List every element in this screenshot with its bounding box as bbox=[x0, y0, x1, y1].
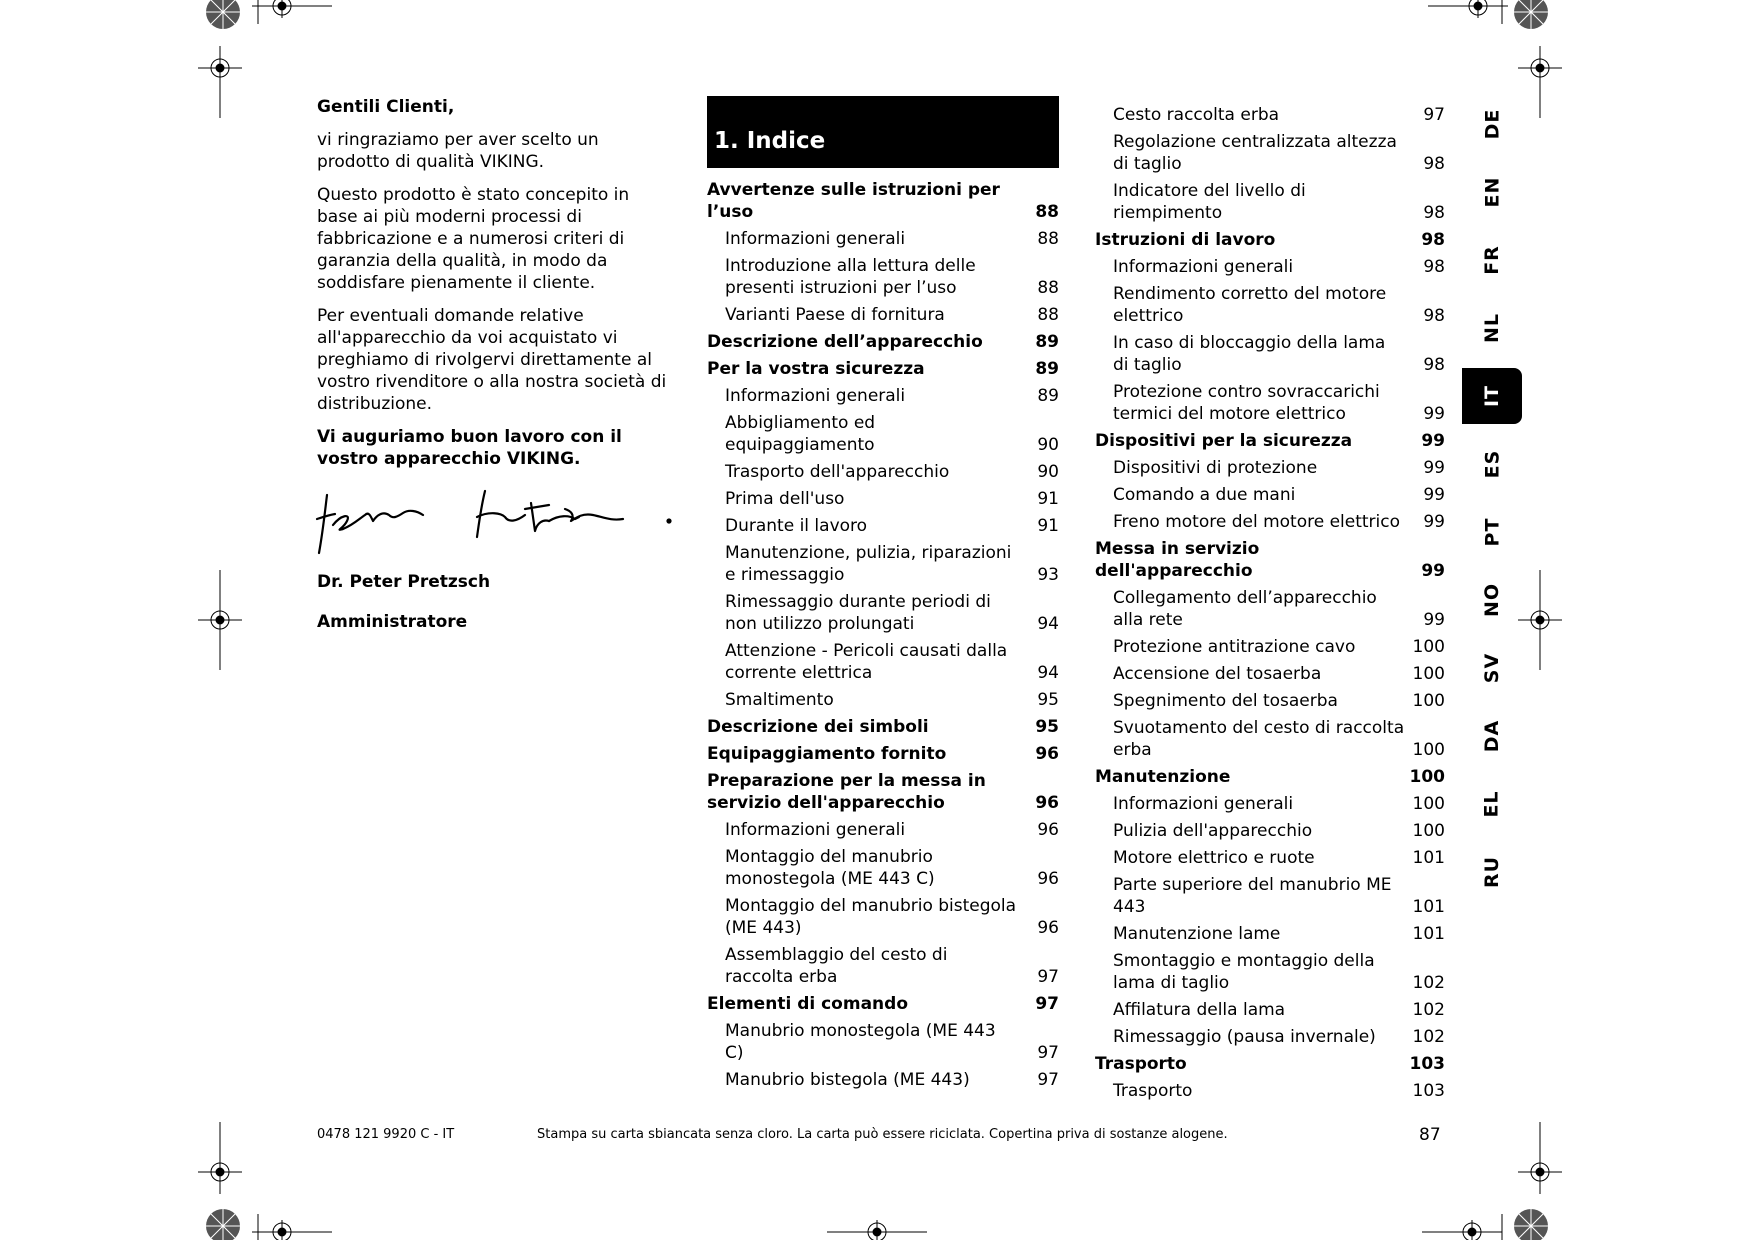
toc-entry-page: 96 bbox=[1037, 918, 1059, 938]
toc-entry bbox=[707, 412, 1059, 456]
language-tab-label: EL bbox=[1481, 790, 1503, 818]
toc-entry bbox=[1095, 283, 1445, 327]
signature-image bbox=[313, 481, 678, 561]
toc-entry-title: Informazioni generali bbox=[1113, 794, 1294, 814]
language-tab-label: FR bbox=[1480, 245, 1503, 275]
toc-entry bbox=[707, 488, 1059, 510]
toc-entry-title: Messa in servizio dell'apparecchio bbox=[1095, 539, 1260, 581]
language-tab-pt[interactable] bbox=[1462, 504, 1522, 560]
toc-entry-title: Manutenzione, pulizia, riparazioni e rimessaggio bbox=[725, 543, 1012, 585]
toc-entry bbox=[1095, 717, 1445, 761]
toc-entry-title: Smaltimento bbox=[725, 690, 834, 710]
toc-entry-title: Avvertenze sulle istruzioni per l’uso bbox=[707, 180, 1000, 222]
crosshair-mark bbox=[198, 1122, 242, 1194]
toc-entry-page: 103 bbox=[1409, 1054, 1445, 1074]
toc-section bbox=[1095, 430, 1445, 452]
toc-entry-title: Prima dell'uso bbox=[725, 489, 845, 509]
toc-entry-title: Comando a due mani bbox=[1113, 485, 1296, 505]
toc-entry-page: 99 bbox=[1423, 610, 1445, 630]
toc-entry bbox=[707, 591, 1059, 635]
language-tab-label: DE bbox=[1480, 108, 1503, 140]
toc-entry bbox=[1095, 950, 1445, 994]
toc-entry-page: 96 bbox=[1035, 744, 1059, 764]
document-code: 0478 121 9920 C - IT bbox=[317, 1127, 455, 1142]
crosshair-mark bbox=[252, 0, 332, 18]
toc-entry-title: Protezione antitrazione cavo bbox=[1113, 637, 1356, 657]
toc-entry-title: Montaggio del manubrio bistegola (ME 443) bbox=[725, 896, 1017, 938]
crosshair-mark bbox=[827, 1220, 927, 1240]
language-tab-label: PT bbox=[1480, 517, 1503, 547]
toc-entry bbox=[1095, 587, 1445, 631]
language-tab-ru[interactable] bbox=[1462, 844, 1522, 900]
toc-entry-title: Rimessaggio (pausa invernale) bbox=[1113, 1027, 1376, 1047]
language-tab-es[interactable] bbox=[1462, 436, 1522, 492]
toc-entry-title: Dispositivi per la sicurezza bbox=[1095, 431, 1353, 451]
toc-entry-page: 97 bbox=[1423, 105, 1445, 125]
toc-entry-title: Trasporto bbox=[1095, 1054, 1187, 1074]
crosshair-mark bbox=[198, 570, 242, 670]
toc-entry bbox=[1095, 511, 1445, 533]
toc-entry bbox=[1095, 793, 1445, 815]
toc-entry-title: Equipaggiamento fornito bbox=[707, 744, 947, 764]
toc-entry-page: 88 bbox=[1035, 202, 1059, 222]
toc-entry-title: Montaggio del manubrio monostegola (ME 443 C) bbox=[725, 847, 935, 889]
toc-section bbox=[1095, 229, 1445, 251]
toc-entry-page: 91 bbox=[1037, 516, 1059, 536]
toc-entry-page: 101 bbox=[1412, 924, 1445, 944]
toc-entry-page: 91 bbox=[1037, 489, 1059, 509]
toc-entry-title: Informazioni generali bbox=[725, 386, 906, 406]
toc-entry bbox=[1095, 457, 1445, 479]
toc-entry-page: 97 bbox=[1037, 1043, 1059, 1063]
toc-entry bbox=[1095, 820, 1445, 842]
toc-entry-page: 100 bbox=[1412, 664, 1445, 684]
toc-entry bbox=[707, 689, 1059, 711]
print-note: Stampa su carta sbiancata senza cloro. La carta può essere riciclata. Copertina priva di sostanze alogene. bbox=[537, 1127, 1228, 1142]
toc-section bbox=[1095, 538, 1445, 582]
language-tab-label: SV bbox=[1480, 652, 1503, 684]
toc-entry-page: 98 bbox=[1423, 203, 1445, 223]
toc-entry-title: Descrizione dell’apparecchio bbox=[707, 332, 983, 352]
letter-paragraph: vi ringraziamo per aver scelto un prodotto di qualità VIKING. bbox=[317, 130, 599, 172]
toc-entry bbox=[707, 1069, 1059, 1091]
toc-entry-title: Preparazione per la messa in servizio dell'apparecchio bbox=[707, 771, 986, 813]
toc-entry bbox=[1095, 999, 1445, 1021]
toc-entry-page: 101 bbox=[1412, 897, 1445, 917]
crosshair-mark bbox=[1422, 1220, 1502, 1240]
crosshair-mark bbox=[1518, 570, 1562, 670]
toc-entry-page: 94 bbox=[1037, 614, 1059, 634]
toc-entry-page: 89 bbox=[1037, 386, 1059, 406]
toc-entry-page: 95 bbox=[1035, 717, 1059, 737]
toc-entry bbox=[1095, 847, 1445, 869]
letter-paragraph: Per eventuali domande relative all'apparecchio da voi acquistato vi preghiamo di rivolgervi direttamente al vostro rivenditore o alla nostra società di distribuzione. bbox=[317, 306, 667, 414]
toc-entry-title: Manubrio bistegola (ME 443) bbox=[725, 1070, 970, 1090]
toc-entry-title: Istruzioni di lavoro bbox=[1095, 230, 1276, 250]
toc-entry-page: 98 bbox=[1421, 230, 1445, 250]
language-tab-de[interactable] bbox=[1462, 96, 1522, 152]
letter-closing: Vi auguriamo buon lavoro con il vostro apparecchio VIKING. bbox=[317, 427, 622, 469]
crosshair-mark bbox=[1518, 1122, 1562, 1194]
toc-entry-page: 97 bbox=[1037, 1070, 1059, 1090]
language-tab-label: NL bbox=[1480, 312, 1503, 344]
toc-entry-title: Elementi di comando bbox=[707, 994, 908, 1014]
toc-entry bbox=[1095, 256, 1445, 278]
toc-entry-page: 100 bbox=[1412, 637, 1445, 657]
toc-entry-title: Svuotamento del cesto di raccolta erba bbox=[1113, 718, 1405, 760]
toc-entry-title: Pulizia dell'apparecchio bbox=[1113, 821, 1313, 841]
toc-entry-page: 98 bbox=[1423, 355, 1445, 375]
toc-entry-title: Motore elettrico e ruote bbox=[1113, 848, 1315, 868]
crosshair-mark bbox=[1428, 0, 1508, 18]
toc-entry-title: Manutenzione bbox=[1095, 767, 1231, 787]
toc-entry-title: Accensione del tosaerba bbox=[1113, 664, 1322, 684]
language-tab-da[interactable] bbox=[1462, 708, 1522, 764]
toc-entry bbox=[707, 255, 1059, 299]
welcome-letter bbox=[317, 96, 673, 644]
toc-entry-title: Dispositivi di protezione bbox=[1113, 458, 1318, 478]
toc-entry-page: 97 bbox=[1035, 994, 1059, 1014]
toc-entry-title: Descrizione dei simboli bbox=[707, 717, 929, 737]
toc-entry-page: 90 bbox=[1037, 462, 1059, 482]
toc-entry-page: 99 bbox=[1421, 431, 1445, 451]
toc-entry bbox=[1095, 636, 1445, 658]
toc-entry-title: Trasporto dell'apparecchio bbox=[725, 462, 950, 482]
toc-entry bbox=[707, 461, 1059, 483]
toc-entry bbox=[1095, 180, 1445, 224]
toc-entry-page: 97 bbox=[1037, 967, 1059, 987]
toc-entry-title: Collegamento dell’apparecchio alla rete bbox=[1113, 588, 1377, 630]
toc-entry bbox=[707, 304, 1059, 326]
toc-entry-page: 96 bbox=[1035, 793, 1059, 813]
toc-section bbox=[707, 716, 1059, 738]
toc-entry-page: 96 bbox=[1037, 820, 1059, 840]
language-tab-el[interactable] bbox=[1462, 776, 1522, 832]
toc-entry bbox=[707, 819, 1059, 841]
toc-entry-page: 100 bbox=[1412, 740, 1445, 760]
toc-entry-page: 102 bbox=[1412, 973, 1445, 993]
letter-greeting: Gentili Clienti, bbox=[317, 97, 455, 117]
toc-entry bbox=[707, 228, 1059, 250]
toc-entry-title: Manutenzione lame bbox=[1113, 924, 1281, 944]
language-tab-label: IT bbox=[1481, 384, 1503, 408]
toc-entry-page: 99 bbox=[1423, 458, 1445, 478]
page-number: 87 bbox=[1419, 1125, 1441, 1145]
toc-section bbox=[707, 993, 1059, 1015]
toc-entry-page: 89 bbox=[1035, 332, 1059, 352]
toc-entry-page: 88 bbox=[1037, 229, 1059, 249]
toc-entry bbox=[707, 1020, 1059, 1064]
toc-entry-page: 99 bbox=[1423, 485, 1445, 505]
toc-entry bbox=[1095, 663, 1445, 685]
toc-section bbox=[707, 358, 1059, 380]
toc-entry-title: Informazioni generali bbox=[725, 820, 906, 840]
toc-entry-page: 101 bbox=[1412, 848, 1445, 868]
toc-entry-title: Regolazione centralizzata altezza di taglio bbox=[1113, 132, 1397, 174]
crosshair-mark bbox=[252, 1220, 332, 1240]
language-tab-label: ES bbox=[1480, 449, 1503, 479]
toc-entry-title: Affilatura della lama bbox=[1113, 1000, 1286, 1020]
toc-entry-page: 98 bbox=[1423, 257, 1445, 277]
crosshair-mark bbox=[198, 46, 242, 118]
toc-section bbox=[707, 770, 1059, 814]
toc-entry-page: 100 bbox=[1412, 821, 1445, 841]
toc-entry bbox=[1095, 1080, 1445, 1102]
signatory-role: Amministratore bbox=[317, 612, 468, 632]
toc-column-2 bbox=[1095, 104, 1445, 1107]
toc-entry bbox=[707, 944, 1059, 988]
toc-entry-title: Rendimento corretto del motore elettrico bbox=[1113, 284, 1387, 326]
toc-entry-page: 88 bbox=[1037, 278, 1059, 298]
toc-entry bbox=[1095, 381, 1445, 425]
toc-entry-page: 103 bbox=[1412, 1081, 1445, 1101]
toc-entry-title: Attenzione - Pericoli causati dalla corrente elettrica bbox=[725, 641, 1008, 683]
toc-entry bbox=[707, 542, 1059, 586]
toc-list-2 bbox=[1095, 104, 1445, 1102]
toc-entry-page: 102 bbox=[1412, 1027, 1445, 1047]
language-tab-en[interactable] bbox=[1462, 164, 1522, 220]
toc-entry-title: Abbigliamento ed equipaggiamento bbox=[725, 413, 876, 455]
toc-list-1 bbox=[707, 179, 1059, 1091]
toc-entry-page: 94 bbox=[1037, 663, 1059, 683]
toc-section bbox=[707, 179, 1059, 223]
toc-entry-page: 93 bbox=[1037, 565, 1059, 585]
toc-entry-page: 98 bbox=[1423, 154, 1445, 174]
toc-entry bbox=[1095, 874, 1445, 918]
toc-entry-page: 96 bbox=[1037, 869, 1059, 889]
language-tab-nl[interactable] bbox=[1462, 300, 1522, 356]
toc-entry-title: Trasporto bbox=[1113, 1081, 1193, 1101]
toc-entry-page: 90 bbox=[1037, 435, 1059, 455]
toc-entry-title: Cesto raccolta erba bbox=[1113, 105, 1280, 125]
toc-entry-page: 98 bbox=[1423, 306, 1445, 326]
toc-entry-title: Varianti Paese di fornitura bbox=[725, 305, 945, 325]
toc-entry-page: 95 bbox=[1037, 690, 1059, 710]
letter-paragraph: Questo prodotto è stato concepito in base ai più moderni processi di fabbricazione e a numerosi criteri di garanzia della qualità, in modo da soddisfare pienamente il cliente. bbox=[317, 185, 630, 293]
toc-entry bbox=[1095, 104, 1445, 126]
toc-section bbox=[1095, 766, 1445, 788]
toc-entry-page: 88 bbox=[1037, 305, 1059, 325]
toc-column-1 bbox=[707, 96, 1059, 1096]
toc-entry-title: Freno motore del motore elettrico bbox=[1113, 512, 1401, 532]
toc-entry bbox=[1095, 690, 1445, 712]
toc-entry-page: 100 bbox=[1409, 767, 1445, 787]
language-tab-sv[interactable] bbox=[1462, 640, 1522, 696]
language-tab-no[interactable] bbox=[1462, 572, 1522, 628]
toc-entry-title: Smontaggio e montaggio della lama di taglio bbox=[1113, 951, 1375, 993]
toc-entry-page: 89 bbox=[1035, 359, 1059, 379]
toc-entry bbox=[1095, 332, 1445, 376]
toc-entry bbox=[707, 846, 1059, 890]
toc-entry-title: Informazioni generali bbox=[725, 229, 906, 249]
language-tab-label: DA bbox=[1480, 719, 1503, 753]
toc-entry bbox=[1095, 131, 1445, 175]
toc-entry bbox=[1095, 1026, 1445, 1048]
toc-entry-title: Protezione contro sovraccarichi termici del motore elettrico bbox=[1113, 382, 1380, 424]
toc-entry-title: Informazioni generali bbox=[1113, 257, 1294, 277]
toc-entry-page: 100 bbox=[1412, 794, 1445, 814]
toc-section bbox=[707, 331, 1059, 353]
toc-entry-title: Assemblaggio del cesto di raccolta erba bbox=[725, 945, 948, 987]
toc-entry-page: 100 bbox=[1412, 691, 1445, 711]
toc-entry-title: Manubrio monostegola (ME 443 C) bbox=[725, 1021, 996, 1063]
language-tab-label: EN bbox=[1480, 176, 1503, 208]
toc-entry-page: 99 bbox=[1423, 404, 1445, 424]
language-tab-label: NO bbox=[1481, 582, 1503, 618]
toc-entry-title: Spegnimento del tosaerba bbox=[1113, 691, 1338, 711]
toc-entry-title: Indicatore del livello di riempimento bbox=[1113, 181, 1306, 223]
toc-entry bbox=[707, 640, 1059, 684]
toc-section bbox=[707, 743, 1059, 765]
language-tab-it[interactable] bbox=[1462, 368, 1522, 424]
toc-entry bbox=[1095, 923, 1445, 945]
toc-entry bbox=[1095, 484, 1445, 506]
toc-entry-title: In caso di bloccaggio della lama di taglio bbox=[1113, 333, 1386, 375]
toc-entry-title: Per la vostra sicurezza bbox=[707, 359, 925, 379]
toc-entry-title: Durante il lavoro bbox=[725, 516, 868, 536]
signatory-name: Dr. Peter Pretzsch bbox=[317, 572, 491, 592]
language-tabs bbox=[1462, 104, 1522, 904]
crosshair-mark bbox=[1518, 46, 1562, 118]
toc-entry-title: Parte superiore del manubrio ME 443 bbox=[1113, 875, 1392, 917]
language-tab-label: RU bbox=[1481, 855, 1503, 889]
toc-entry bbox=[707, 895, 1059, 939]
toc-entry bbox=[707, 385, 1059, 407]
toc-entry bbox=[707, 515, 1059, 537]
toc-entry-page: 99 bbox=[1423, 512, 1445, 532]
toc-section bbox=[1095, 1053, 1445, 1075]
toc-entry-page: 102 bbox=[1412, 1000, 1445, 1020]
toc-title: 1. Indice bbox=[707, 96, 1059, 168]
toc-entry-title: Rimessaggio durante periodi di non utilizzo prolungati bbox=[725, 592, 991, 634]
toc-entry-title: Introduzione alla lettura delle presenti istruzioni per l’uso bbox=[725, 256, 976, 298]
toc-entry-page: 99 bbox=[1421, 561, 1445, 581]
language-tab-fr[interactable] bbox=[1462, 232, 1522, 288]
